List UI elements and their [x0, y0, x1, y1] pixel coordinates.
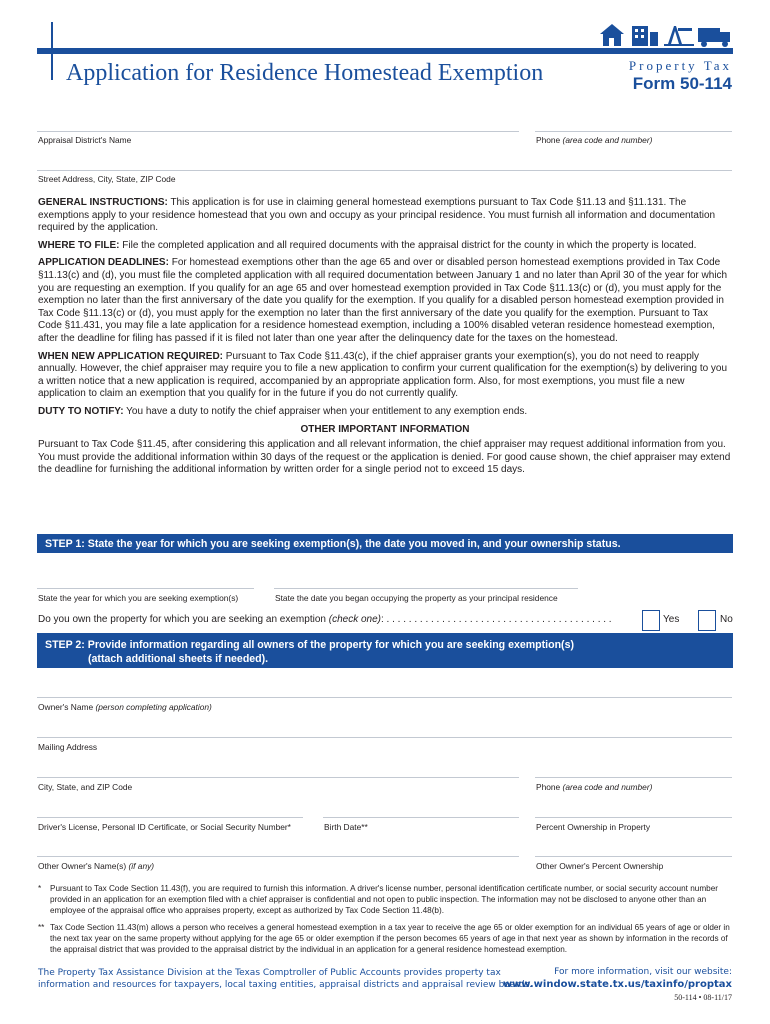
footer-website-link[interactable]: www.window.state.tx.us/taxinfo/proptax — [502, 979, 732, 990]
truck-icon — [698, 28, 730, 47]
step2-heading-bar: STEP 2: Provide information regarding all owners of the property for which you are seeking exemption(s) (attach additional sheets if needed). — [37, 633, 733, 668]
district-phone-label: Phone (area code and number) — [536, 135, 653, 145]
owner-name-field[interactable] — [37, 697, 732, 698]
drivers-license-label: Driver's License, Personal ID Certificate, or Social Security Number* — [38, 822, 291, 832]
district-phone-field[interactable] — [535, 131, 732, 132]
appraisal-district-field[interactable] — [37, 131, 519, 132]
form-number: Form 50-114 — [632, 74, 732, 93]
owner-name-label: Owner's Name (person completing application) — [38, 702, 212, 712]
exemption-year-field[interactable] — [37, 588, 254, 589]
exemption-year-label: State the year for which you are seeking exemption(s) — [38, 593, 239, 603]
drivers-license-field[interactable] — [37, 817, 303, 818]
ownership-question: Do you own the property for which you are seeking an exemption (check one): . . . . . . . . . . . . . . . . . . . . . . . . . . . . . . . . . . . . . . . . . — [38, 614, 612, 625]
other-percent-label: Other Owner's Percent Ownership — [536, 861, 664, 871]
other-percent-field[interactable] — [535, 856, 732, 857]
mailing-address-field[interactable] — [37, 737, 732, 738]
street-address-label: Street Address, City, State, ZIP Code — [38, 174, 176, 184]
other-info-heading: OTHER IMPORTANT INFORMATION — [300, 423, 470, 435]
own-no-checkbox[interactable] — [698, 610, 716, 631]
footer-description: The Property Tax Assistance Division at the Texas Comptroller of Public Accounts provides property tax information and resources for taxpayers, local taxing entities, appraisal districts and appraisal review boards. — [38, 968, 533, 990]
owner-phone-label: Phone (area code and number) — [536, 782, 653, 792]
building-icon — [632, 26, 658, 46]
occupancy-date-field[interactable] — [274, 588, 578, 589]
step1-heading-bar: STEP 1: State the year for which you are seeking exemption(s), the date you moved in, and your ownership status. — [37, 534, 733, 553]
birth-date-field[interactable] — [323, 817, 519, 818]
general-instructions: GENERAL INSTRUCTIONS: This application is for use in claiming general homestead exemptions pursuant to Tax Code §11.13 and §11.131. The exemptions apply to your residence homestead that you own and occupy as your principal residence. You must furnish all information and documentation required by the application. — [38, 197, 716, 234]
percent-ownership-field[interactable] — [535, 817, 732, 818]
other-owners-label: Other Owner's Name(s) (if any) — [38, 861, 155, 871]
instructions-block — [38, 197, 732, 482]
application-deadlines: APPLICATION DEADLINES: For homestead exemptions other than the age 65 and over or disabled person homestead exemptions provided in Tax Code §11.13(c) and (d), you must file the completed application with all required documentation between January 1 and no later than April 30 of the year for which you are requesting an exemption. If you qualify for an age 65 and over homestead exemption provided in Tax Code §11.13(c) or (d), you must apply for the exemption no later than the first anniversary of the date you qualify for the exemption. If you qualify for a disabled person homestead exemption provided in Tax Code §11.13(c) or (d), you must apply for the exemption no later than the first anniversary of the date you qualify for the exemption. Pursuant to Tax Code §11.431, you may file a late application for a residence homestead exemption, including a 100% disabled veteran residence homestead exemption, after the deadline for filing has passed if it is filed not later than one year after the delinquency date for the taxes on the homestead. — [38, 257, 728, 344]
occupancy-date-label: State the date you began occupying the property as your principal residence — [275, 593, 558, 603]
appraisal-district-label: Appraisal District's Name — [38, 135, 132, 145]
percent-ownership-label: Percent Ownership in Property — [536, 822, 651, 832]
property-icons-logo — [598, 20, 732, 48]
footnote-1: * Pursuant to Tax Code Section 11.43(f), you are required to furnish this information. A driver's license number, personal identification certificate number, or social security account number provided in an application for an exemption filed with a chief appraiser is confidential and not open to public inspection. The information may not be disclosed to anyone other than an employee of the appraisal office who appraises property, except as authorized by Tax Code Section 11.48(b). — [38, 884, 718, 915]
house-icon — [600, 24, 624, 46]
own-yes-label: Yes — [663, 614, 680, 625]
other-info-text: Pursuant to Tax Code §11.45, after considering this application and all relevant information, the chief appraiser may request additional information from you. You must provide the additional information within 30 days of the request or the application is denied. For good cause shown, the chief appraiser may extend the deadline for furnishing the additional information by written order for a single period not to exceed 15 days. — [38, 439, 731, 476]
birth-date-label: Birth Date** — [324, 822, 368, 832]
own-no-label: No — [720, 614, 733, 625]
where-to-file: WHERE TO FILE: File the completed application and all required documents with the appraisal district for the county in which the property is located. — [38, 239, 697, 251]
header-blue-bar — [37, 48, 733, 54]
oil-derrick-icon — [664, 26, 694, 46]
street-address-field[interactable] — [37, 170, 732, 171]
city-state-zip-label: City, State, and ZIP Code — [38, 782, 133, 792]
owner-phone-field[interactable] — [535, 777, 732, 778]
new-application-required: WHEN NEW APPLICATION REQUIRED: Pursuant to Tax Code §11.43(c), if the chief appraiser grants your exemption(s), you do not need to reapply annually. However, the chief appraiser may require you to file a new application to confirm your current qualification for the exemption(s) by delivering to you a written notice that a new application is required, accompanied by an appropriate application form. Also, for most exemptions, you must file a new application to claim an exemption that you qualify for in the future if you do not currently qualify. — [38, 350, 728, 400]
city-state-zip-field[interactable] — [37, 777, 519, 778]
form-revision-code: 50-114 • 08-11/17 — [674, 993, 732, 1002]
own-yes-checkbox[interactable] — [642, 610, 660, 631]
footer-website-intro: For more information, visit our website: — [554, 967, 732, 977]
duty-to-notify: DUTY TO NOTIFY: You have a duty to notify the chief appraiser when your entitlement to any exemption ends. — [38, 405, 528, 417]
page-title: Application for Residence Homestead Exemption — [66, 60, 544, 86]
footnote-2: ** Tax Code Section 11.43(m) allows a person who receives a general homestead exemption in a tax year to receive the age 65 or older exemption for an individual 65 years of age or older in the next tax year on the same property without applying for the age 65 or older exemption if the person becomes 65 years of age in that next year as shown by information in the records of the appraisal district that was provided to the appraisal district by the individual in an application for a general residence homestead exemption. — [38, 923, 730, 954]
mailing-address-label: Mailing Address — [38, 742, 98, 752]
form-category: Property Tax — [628, 58, 732, 73]
other-owners-field[interactable] — [37, 856, 519, 857]
